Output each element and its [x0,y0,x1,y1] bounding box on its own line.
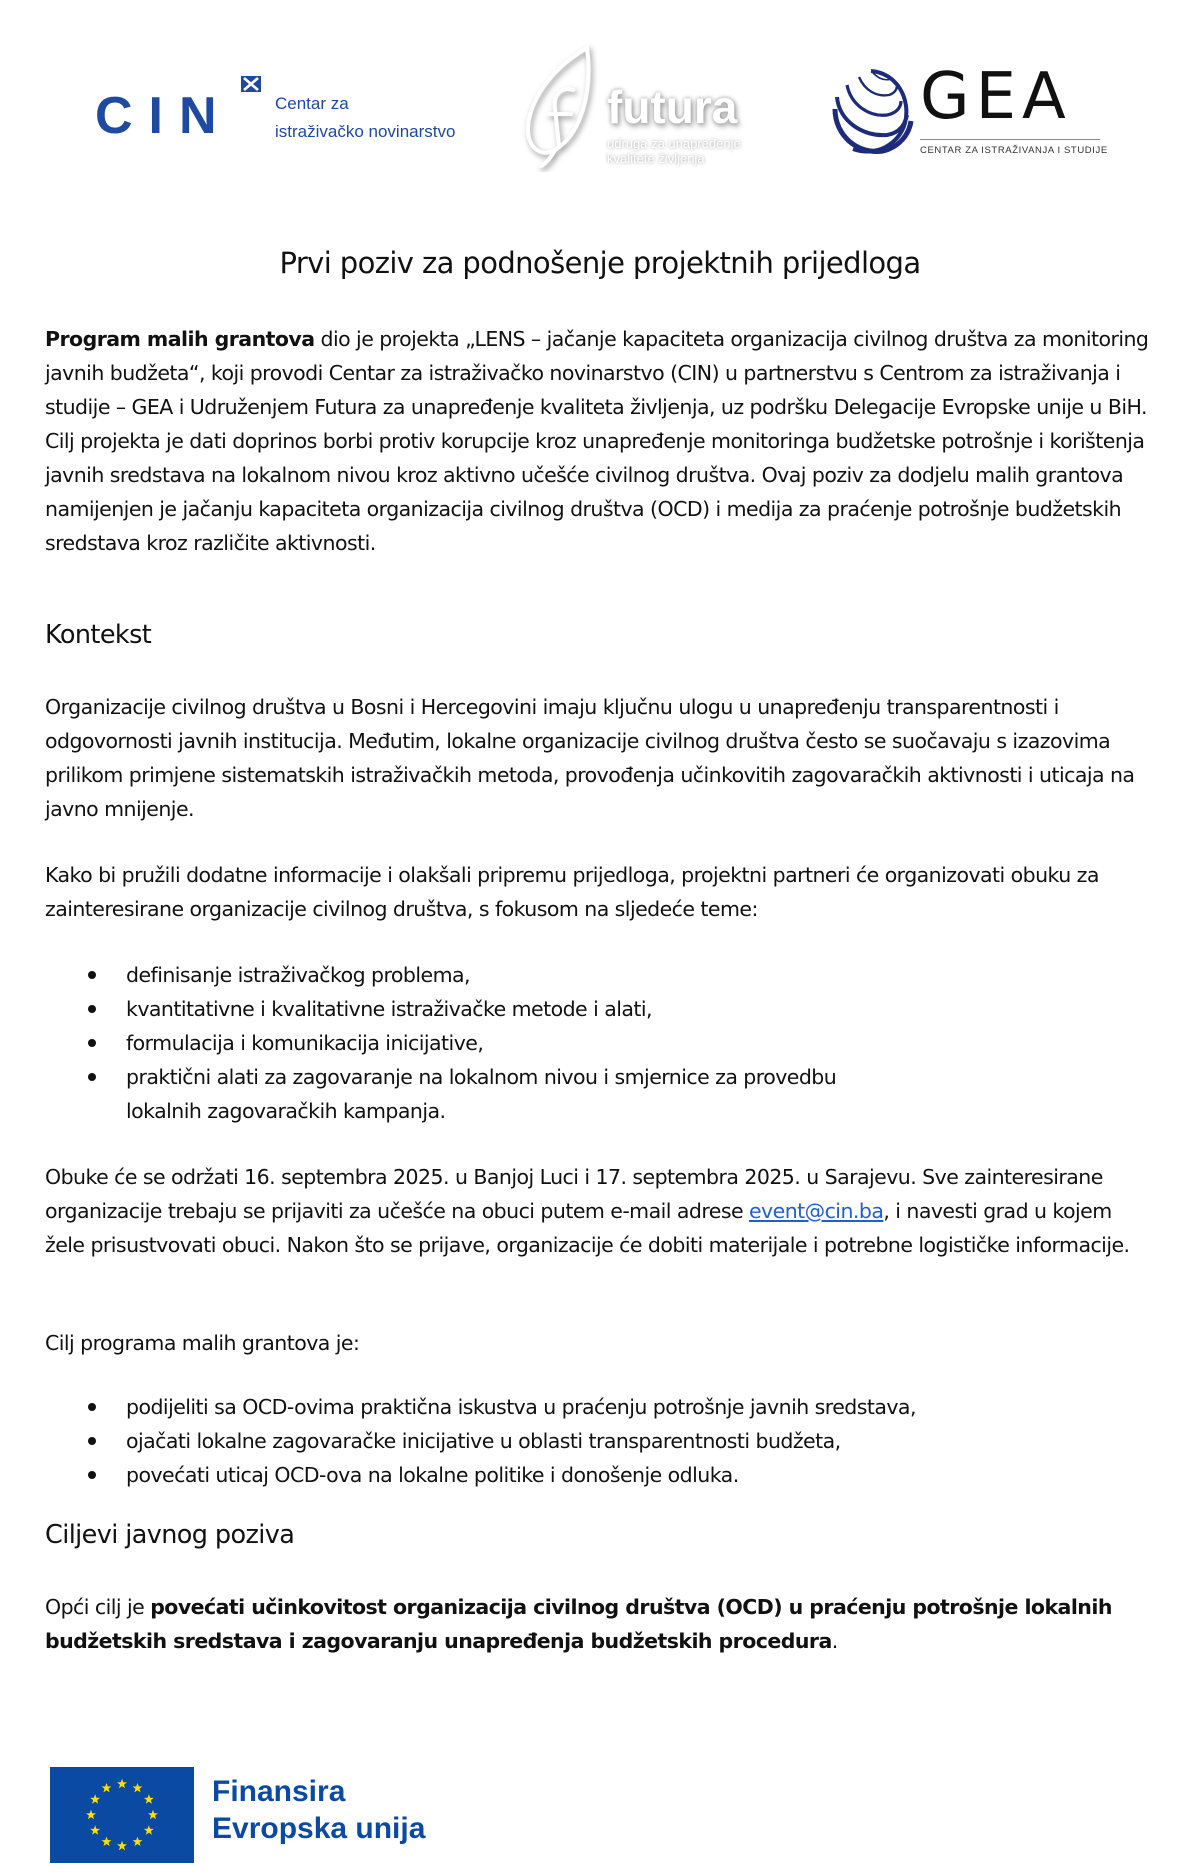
bullet-icon [88,1403,96,1411]
bullet-icon [88,1471,96,1479]
list-item [45,1060,1155,1128]
list-item-text: podijeliti sa OCD-ovima praktična iskustva u praćenju potrošnje javnih sredstava, [126,1395,916,1419]
training-intro-paragraph: Kako bi pružili dodatne informacije i olakšali pripremu prijedloga, projektni partneri će organizovati obuku za zainteresirane organizacije civilnog društva, s fokusom na sljedeće teme: [45,863,1099,921]
cin-x-mark-icon [241,76,261,92]
futura-logo [515,42,765,172]
gea-logo-word: GEA [920,60,1072,134]
list-item-text: ojačati lokalne zagovaračke inicijative u oblasti transparentnosti budžeta, [126,1429,841,1453]
list-item [45,1424,1155,1458]
list-item [45,992,1155,1026]
bullet-icon [88,971,96,979]
futura-logo-subtitle-line1: udruga za unapređenje [607,136,741,151]
intro-paragraph [45,322,1155,560]
intro-bold-lead: Program malih grantova [45,327,315,351]
gea-logo-rule [920,139,1100,140]
cin-logo [95,82,465,152]
gea-logo [825,60,1110,165]
training-info-text-after: , i navesti grad u kojem žele prisustvovati obuci. Nakon što se prijave, organizacije će dobiti materijale i potrebne logističke informacije. [45,1199,1130,1257]
email-link[interactable]: event@cin.ba [749,1199,884,1223]
list-item [45,1390,1155,1424]
training-topics-list [45,958,1155,1128]
list-item [45,1026,1155,1060]
eu-stars-icon [50,1767,194,1863]
eu-funding-line2: Evropska unija [212,1812,426,1845]
eu-funding-line1: Finansira [212,1775,346,1808]
list-item-text: povećati uticaj OCD-ova na lokalne politike i donošenje odluka. [126,1463,739,1487]
futura-leaf-icon [515,42,610,172]
general-goal-paragraph [45,1590,1155,1658]
general-goal-bold: povećati učinkovitost organizacija civilnog društva (OCD) u praćenju potrošnje lokalnih budžetskih sredstava i zagovaranju unapređenja budžetskih procedura [45,1595,1112,1653]
bullet-icon [88,1005,96,1013]
list-item-text: praktični alati za zagovaranje na lokalnom nivou i smjernice za provedbu lokalnih zagovaračkih kampanja. [126,1065,837,1123]
goals-list [45,1390,1155,1492]
cin-logo-subtitle-line2: istraživačko novinarstvo [275,122,456,141]
section-heading-kontekst: Kontekst [45,620,152,650]
general-goal-lead: Opći cilj je [45,1595,151,1619]
futura-logo-subtitle-line2: kvalitete življenja [607,151,705,166]
general-goal-tail: . [831,1629,838,1653]
list-item-text: formulacija i komunikacija inicijative, [126,1031,484,1055]
training-info-text: Obuke će se održati 16. septembra 2025. u Banjoj Luci i 17. septembra 2025. u Sarajevu. Sve zainteresirane organizacije trebaju se prijaviti za učešće na obuci putem e-mail adrese [45,1165,1103,1223]
intro-text: dio je projekta „LENS – jačanje kapaciteta organizacija civilnog društva za monitoring javnih budžeta“, koji provodi Centar za istraživačko novinarstvo (CIN) u partnerstvu s Centrom za istraživanja i studije – GEA i Udruženjem Futura za unapređenje kvaliteta življenja, uz podršku Delegacije Evropske unije u BiH. Cilj projekta je dati doprinos borbi protiv korupcije kroz unapređenje monitoringa budžetske potrošnje i korištenja javnih sredstava na lokalnom nivou kroz aktivno učešće civilnog društva. Ovaj poziv za dodjelu malih grantova namijenjen je jačanju kapaciteta organizacija civilnog društva (OCD) i medija za praćenje potrošnje budžetskih sredstava kroz različite aktivnosti. [45,327,1149,555]
cin-logo-subtitle-line1: Centar za [275,94,349,113]
goals-intro: Cilj programa malih grantova je: [45,1331,360,1355]
list-item-text: definisanje istraživačkog problema, [126,963,470,987]
bullet-icon [88,1437,96,1445]
list-item-text: kvantitativne i kvalitativne istraživačke metode i alati, [126,997,652,1021]
kontekst-paragraph: Organizacije civilnog društva u Bosni i Hercegovini imaju ključnu ulogu u unapređenju transparentnosti i odgovornosti javnih institucija. Međutim, lokalne organizacije civilnog društva često se suočavaju s izazovima prilikom primjene sistematskih istraživačkih metoda, provođenja učinkovitih zagovaračkih aktivnosti i uticaja na javno mnijenje. [45,695,1135,821]
bullet-icon [88,1039,96,1047]
section-heading-ciljevi: Ciljevi javnog poziva [45,1520,295,1550]
eu-flag [50,1767,194,1863]
futura-logo-word: futura [607,81,738,133]
document-title: Prvi poziv za podnošenje projektnih prijedloga [279,246,921,280]
training-info-paragraph [45,1160,1155,1262]
list-item [45,1458,1155,1492]
gea-logo-subtitle: CENTAR ZA ISTRAŽIVANJA I STUDIJE [920,145,1108,156]
bullet-icon [88,1073,96,1081]
cin-logo-letters: CIN [95,87,233,145]
gea-globe-icon [825,65,915,157]
list-item [45,958,1155,992]
